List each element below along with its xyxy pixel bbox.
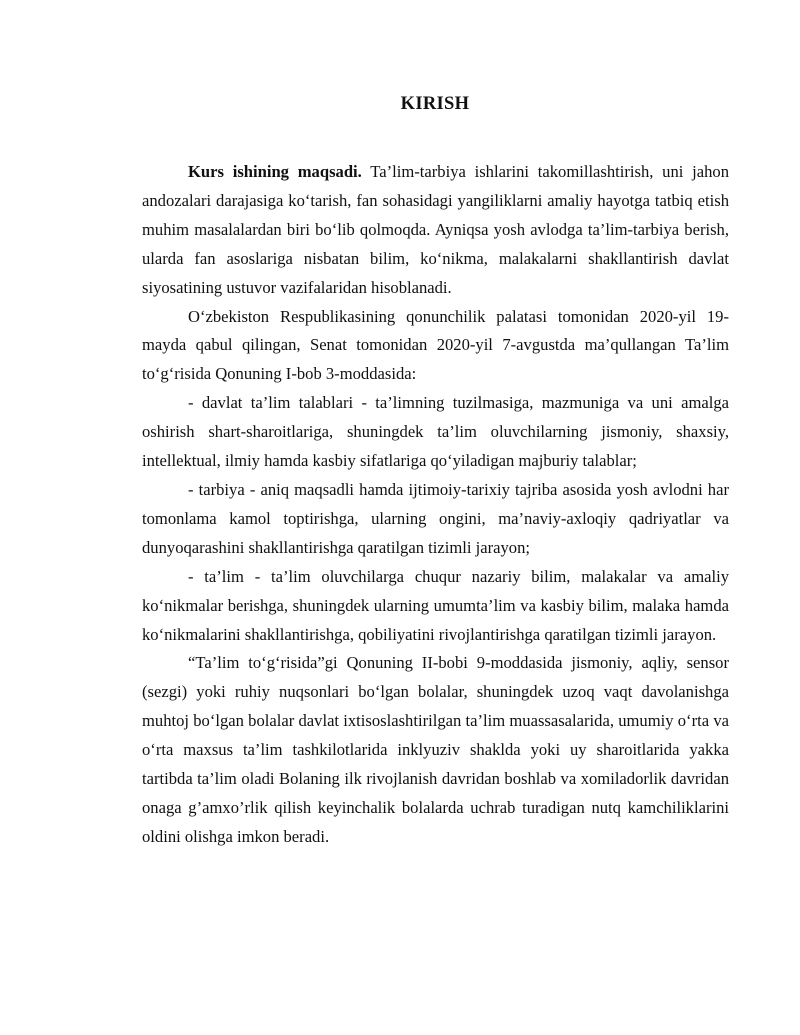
page-title: KIRISH [400, 94, 470, 114]
paragraph-law-article-9: “Ta’lim to‘g‘risida”gi Qonuning II-bobi 9-moddasida jismoniy, aqliy, sensor (sezgi) yoki ruhiy nuqsonlari bo‘lgan bolalar, shuningdek uzoq vaqt davolanishga muhtoj bo‘lgan bolalar davlat ixtisoslashtirilgan ta’lim muassasalarida, umumiy o‘rta va o‘rta maxsus ta’lim tashkilotlarida inklyuziv shaklda yoki uy sharoitlarida yakka tartibda ta’lim oladi Bolaning ilk rivojlanish davridan boshlab va xomiladorlik davridan onaga g’amxo’rlik qilish keyinchalik bolalarda uchrab turadigan nutq kamchiliklarini oldini olishga imkon beradi. [142, 653, 729, 846]
document-body [142, 158, 729, 852]
paragraph-text: Ta’lim-tarbiya ishlarini takomillashtirish, uni jahon andozalari darajasiga ko‘tarish, fan sohasidagi yangiliklarni amaliy hayotga tatbiq etish muhim masalalardan biri bo‘lib qolmoqda. Ayniqsa yosh avlodga ta’lim-tarbiya berish, ularda fan asoslariga nisbatan bilim, ko‘nikma, malakalarni shakllantirish davlat siyosatining ustuvor vazifalaridan hisoblanadi. [142, 162, 729, 297]
paragraph-definition-standards: - davlat ta’lim talablari - ta’limning tuzilmasiga, mazmuniga va uni amalga oshirish shart-sharoitlariga, shuningdek ta’lim oluvchilarning jismoniy, shaxsiy, intellektual, ilmiy hamda kasbiy sifatlariga qo‘yiladigan majburiy talablar; [142, 393, 729, 471]
paragraph-purpose [142, 158, 729, 303]
paragraph-definition-upbringing: - tarbiya - aniq maqsadli hamda ijtimoiy-tarixiy tajriba asosida yosh avlodni har tomonlama kamol toptirishga, ularning ongini, ma’naviy-axloqiy qadriyatlar va dunyoqarashini shakllantirishga qaratilgan tizimli jarayon; [142, 479, 729, 557]
paragraph-lead: Kurs ishining maqsadi. [188, 162, 362, 181]
paragraph-definition-education: - ta’lim - ta’lim oluvchilarga chuqur nazariy bilim, malakalar va amaliy ko‘nikmalar berishga, shuningdek ularning umumta’lim va kasbiy bilim, malaka hamda ko‘nikmalarini shakllantirishga, qobiliyatini rivojlantirishga qaratilgan tizimli jarayon. [142, 566, 729, 644]
paragraph-law-intro: O‘zbekiston Respublikasining qonunchilik palatasi tomonidan 2020-yil 19-mayda qabul qilingan, Senat tomonidan 2020-yil 7-avgustda ma’qullangan Ta’lim to‘g‘risida Qonuning I-bob 3-moddasida: [142, 306, 729, 384]
